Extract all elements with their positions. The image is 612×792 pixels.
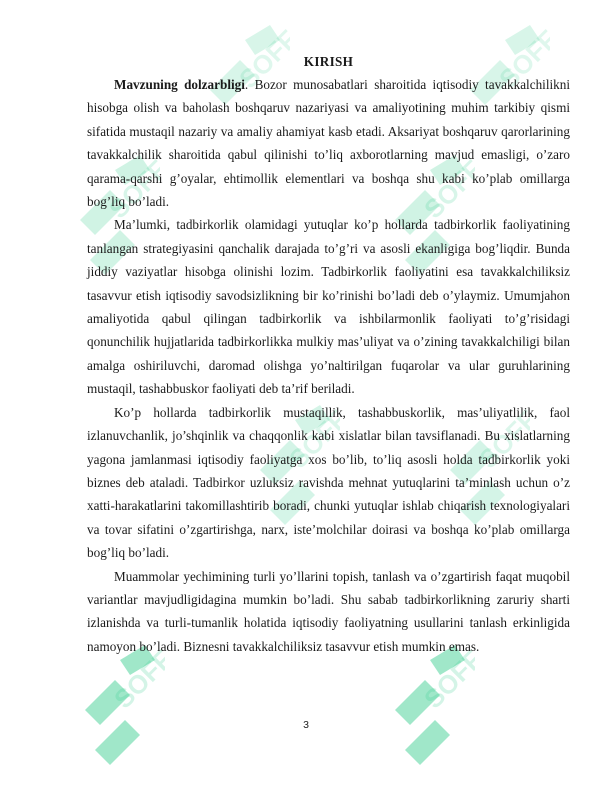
paragraph-text: Ko’p hollarda tadbirkorlik mustaqillik, tashabbuskorlik, mas’uliyatlilik, faol izlanuvchanlik, jo’shqinlik va chaqqonlik kabi xislatlar bilan tavsiflanadi. Bu xislatlarning yagona jamlanmasi iqtisodiy faoliyatga xos bo’lib, to’liq asosli holda tadbirkorlik yoki biznes deb ataladi. Tadbirkor uzluksiz ravishda mehnat yutuqlarini ta’minlash uchun o’z xatti-harakatlarini takomillashtirib boradi, chunki yutuqlar ishlab chiqarish texnologiyalari va tovar sifatini o’zgartirishga, narx, iste’molchilar doirasi va boshqa ko’plab omillarga bog’liq bo’ladi. (87, 404, 570, 561)
document-body (87, 50, 570, 658)
paragraph (87, 401, 570, 565)
svg-text:SOFF: SOFF (108, 643, 165, 715)
paragraph-text: . Bozor munosabatlari sharoitida iqtisodiy tavakkalchilikni hisobga olish va baholash boshqaruv nazariyasi va amaliyotining muhim tarkibiy qismi sifatida mustaqil nazariy va amaliy ahamiyat kasb etadi. Aksariyat boshqaruv qarorlarining tavakkalchilik sharoitida qabul qilinishi to’liq axborotlarning mavjud emasligi, o’zaro qarama-qarshi g’oyalar, ehtimollik elementlari va boshqa shu kabi ko’plab omillarga bog’liq bo’ladi. (87, 77, 571, 210)
svg-text:SOFF: SOFF (418, 153, 475, 225)
section-title: KIRISH (303, 54, 354, 69)
paragraph (87, 565, 570, 659)
paragraph-lead: Mavzuning dolzarbligi (114, 77, 245, 92)
page-number: 3 (303, 719, 309, 731)
watermark-logo-icon (75, 640, 165, 780)
paragraph-text: Ma’lumki, tadbirkorlik olamidagi yutuqlar ko’p hollarda tadbirkorlik faoliyatining tanlangan strategiyasini qanchalik darajada to’g’ri va asosli ekanligiga bog’liqdir. Bunda jiddiy vaziyatlar hisobga olinishi lozim. Tadbirkorlik faoliyatini esa tavakkalchiliksiz tasavvur etish iqtisodiy savodsizlikning bir ko’rinishi bo’ladi deb o’ylaymiz. Umumjahon amaliyotida qabul qilingan tadbirkorlik va ishbilarmonlik faoliyati to’g’risidagi qonunchilik hujjatlarida tadbirkorlikka mulkiy mas’uliyat va o’zining tavakkalchiligi bilan amalga oshiriluvchi, daromad olishga yo’naltirilgan fuqarolar va ular guruhlarining mustaqil, tashabbuskor faoliyati deb ta’rif beriladi. (87, 217, 570, 397)
svg-text:SOFF: SOFF (233, 23, 290, 95)
svg-text:SOFF: SOFF (418, 643, 475, 715)
watermark-logo-icon (385, 640, 475, 780)
paragraph-text: Muammolar yechimining turli yo’llarini topish, tanlash va o’zgartirish faqat muqobil variantlar mavjudligidagina mumkin bo’ladi. Shu sabab tadbirkorlikning zaruriy sharti izlanishda va turli-tumanlik holatida iqtisodiy faoliyatning usullarini tanlash erkinligida namoyon bo’ladi. Biznesni tavakkalchiliksiz tasavvur etish mumkin emas. (87, 568, 570, 654)
svg-text:SOFF: SOFF (473, 403, 530, 475)
svg-text:SOFF: SOFF (493, 23, 550, 95)
svg-text:SOFF: SOFF (103, 153, 160, 225)
paragraph (87, 73, 570, 213)
svg-text:SOFF: SOFF (283, 403, 340, 475)
paragraph (87, 213, 570, 400)
